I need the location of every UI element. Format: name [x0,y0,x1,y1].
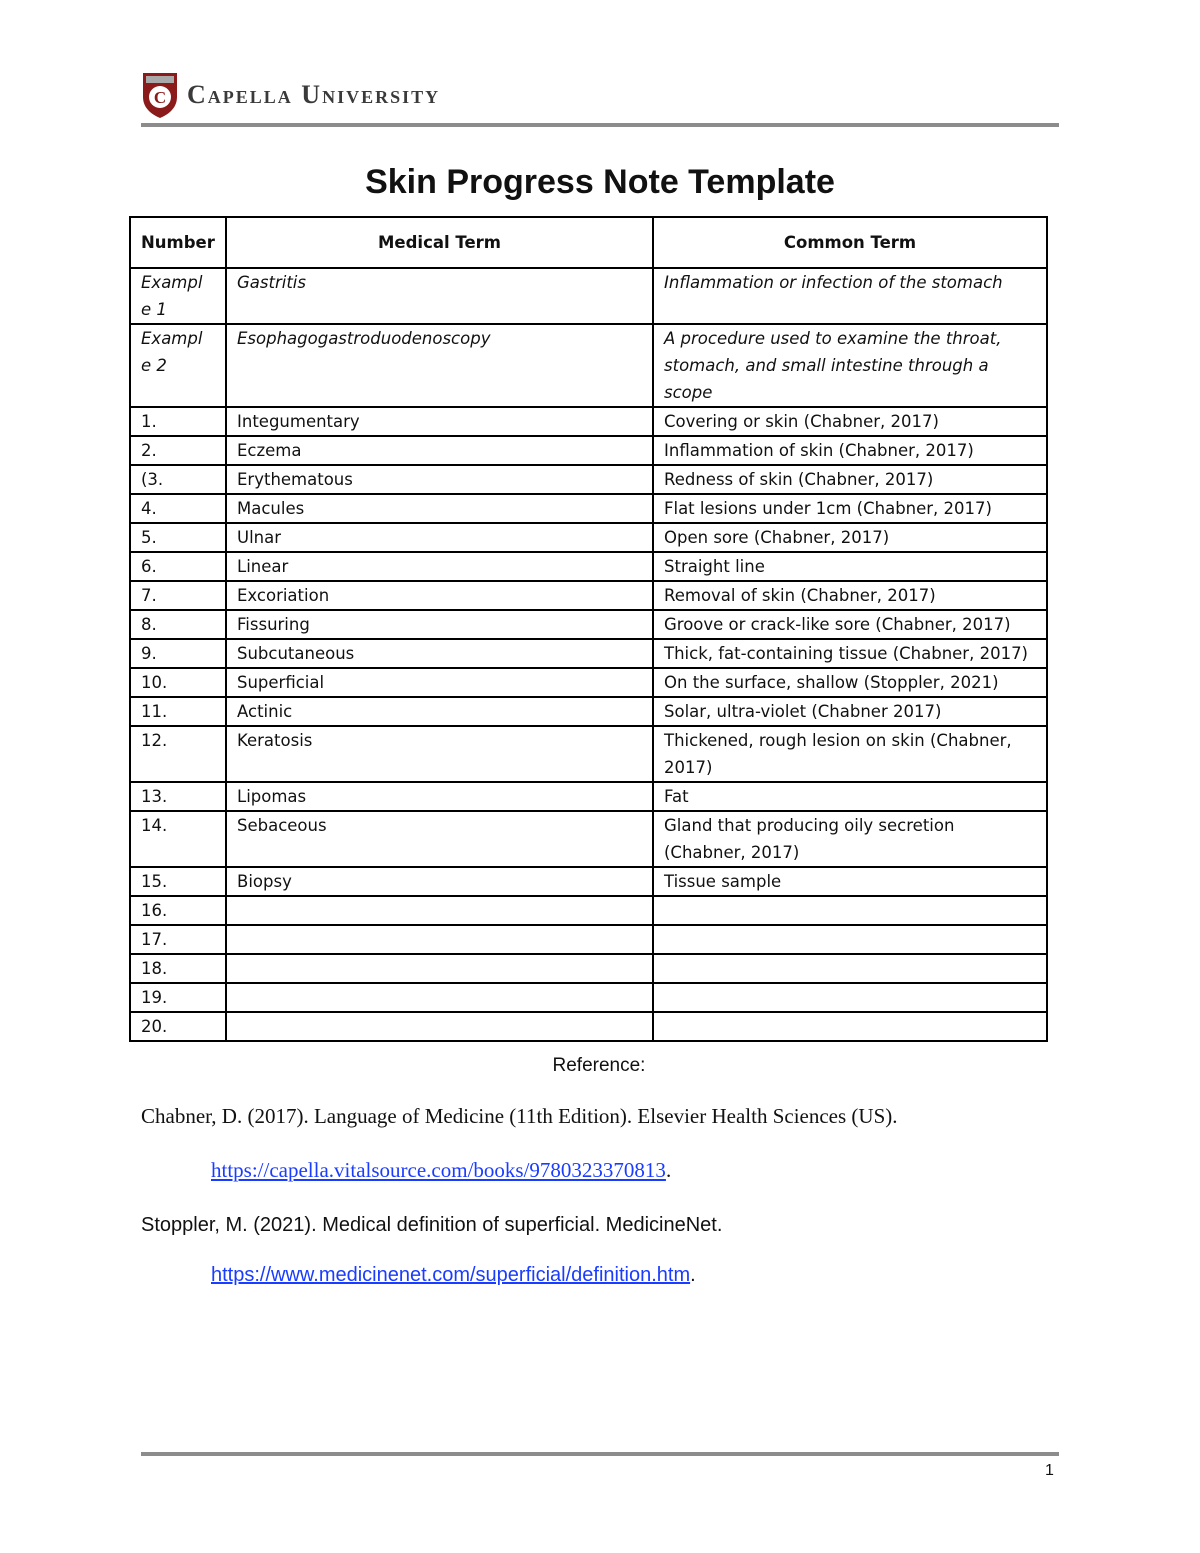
row-number-cell: 19. [130,983,226,1012]
header-medical-term: Medical Term [226,217,653,268]
row-number-cell: 4. [130,494,226,523]
medical-term-cell: Fissuring [226,610,653,639]
row-number-cell: 15. [130,867,226,896]
medical-term-cell: Excoriation [226,581,653,610]
stoppler-url-link[interactable]: https://www.medicinenet.com/superficial/definition.htm [211,1264,691,1286]
table-row [130,782,1047,811]
row-number-cell: 14. [130,811,226,867]
table-row [130,983,1047,1012]
table-row [130,954,1047,983]
reference-stoppler: Stoppler, M. (2021). Medical definition of superficial. MedicineNet. [141,1214,723,1236]
common-term-cell: Thickened, rough lesion on skin (Chabner, 2017) [653,726,1047,782]
row-number-cell: 12. [130,726,226,782]
common-term-cell: Tissue sample [653,867,1047,896]
common-term-cell: Covering or skin (Chabner, 2017) [653,407,1047,436]
table-row [130,407,1047,436]
brand-name: Capella University [187,80,441,109]
common-term-cell: Thick, fat-containing tissue (Chabner, 2017) [653,639,1047,668]
chabner-url-link[interactable]: https://capella.vitalsource.com/books/9780323370813 [211,1158,666,1182]
medical-term-cell: Eczema [226,436,653,465]
example-medical-term-cell: Gastritis [226,268,653,324]
medical-term-cell: Sebaceous [226,811,653,867]
medical-term-cell [226,925,653,954]
header-common-term: Common Term [653,217,1047,268]
medical-term-cell: Linear [226,552,653,581]
common-term-cell [653,983,1047,1012]
common-term-cell: On the surface, shallow (Stoppler, 2021) [653,668,1047,697]
table-row [130,867,1047,896]
row-number-cell: 9. [130,639,226,668]
medical-term-cell [226,1012,653,1041]
table-header-row [130,217,1047,268]
common-term-cell: Fat [653,782,1047,811]
table-row [130,639,1047,668]
table-row [130,1012,1047,1041]
reference-chabner: Chabner, D. (2017). Language of Medicine (11th Edition). Elsevier Health Sciences (US). [141,1104,898,1128]
row-number-cell: 1. [130,407,226,436]
row-number-cell: 6. [130,552,226,581]
example-row [130,324,1047,407]
common-term-cell: Redness of skin (Chabner, 2017) [653,465,1047,494]
common-term-cell: Inflammation of skin (Chabner, 2017) [653,436,1047,465]
medical-term-cell: Biopsy [226,867,653,896]
row-number-cell: 10. [130,668,226,697]
row-number-cell: 11. [130,697,226,726]
common-term-cell: Removal of skin (Chabner, 2017) [653,581,1047,610]
page-number: 1 [1045,1462,1054,1479]
table-row [130,436,1047,465]
svg-text:C: C [153,88,167,107]
row-number-cell: 5. [130,523,226,552]
link-period: . [665,1158,672,1182]
reference-stoppler-link [211,1264,696,1287]
table-row [130,465,1047,494]
row-number-cell: (3. [130,465,226,494]
common-term-cell [653,896,1047,925]
header-number: Number [130,217,226,268]
common-term-cell [653,925,1047,954]
common-term-cell: Flat lesions under 1cm (Chabner, 2017) [653,494,1047,523]
table-row [130,726,1047,782]
common-term-cell: Groove or crack-like sore (Chabner, 2017) [653,610,1047,639]
medical-term-cell: Subcutaneous [226,639,653,668]
common-term-cell: Solar, ultra-violet (Chabner 2017) [653,697,1047,726]
footer-divider [141,1452,1059,1456]
example-row [130,268,1047,324]
common-term-cell: Gland that producing oily secretion (Chabner, 2017) [653,811,1047,867]
table-row [130,581,1047,610]
medical-term-cell [226,896,653,925]
row-number-cell: 20. [130,1012,226,1041]
example-common-term-cell: A procedure used to examine the throat, stomach, and small intestine through a scope [653,324,1047,407]
medical-term-cell: Erythematous [226,465,653,494]
capella-logo [141,70,440,120]
reference-heading: Reference: [552,1055,646,1076]
row-number-cell: 2. [130,436,226,465]
page-title: Skin Progress Note Template [365,163,835,201]
table-row [130,811,1047,867]
common-term-cell: Straight line [653,552,1047,581]
table-row [130,668,1047,697]
medical-term-cell: Integumentary [226,407,653,436]
example-number-cell: Exampl e 1 [130,268,226,324]
row-number-cell: 18. [130,954,226,983]
common-term-cell [653,954,1047,983]
row-number-cell: 8. [130,610,226,639]
medical-term-cell [226,954,653,983]
table-row [130,552,1047,581]
medical-term-cell: Lipomas [226,782,653,811]
shield-icon [141,71,179,119]
medical-term-cell: Macules [226,494,653,523]
link-period: . [690,1264,696,1286]
row-number-cell: 17. [130,925,226,954]
reference-chabner-link [211,1158,671,1183]
medical-term-cell [226,983,653,1012]
example-medical-term-cell: Esophagogastroduodenoscopy [226,324,653,407]
medical-term-cell: Superficial [226,668,653,697]
table-row [130,610,1047,639]
row-number-cell: 13. [130,782,226,811]
table-row [130,523,1047,552]
common-term-cell: Open sore (Chabner, 2017) [653,523,1047,552]
row-number-cell: 16. [130,896,226,925]
table-row [130,494,1047,523]
table-row [130,697,1047,726]
terms-table [129,216,1048,1042]
row-number-cell: 7. [130,581,226,610]
medical-term-cell: Ulnar [226,523,653,552]
header-divider [141,123,1059,127]
example-number-cell: Exampl e 2 [130,324,226,407]
table-row [130,896,1047,925]
common-term-cell [653,1012,1047,1041]
medical-term-cell: Keratosis [226,726,653,782]
medical-term-cell: Actinic [226,697,653,726]
table-row [130,925,1047,954]
example-common-term-cell: Inflammation or infection of the stomach [653,268,1047,324]
